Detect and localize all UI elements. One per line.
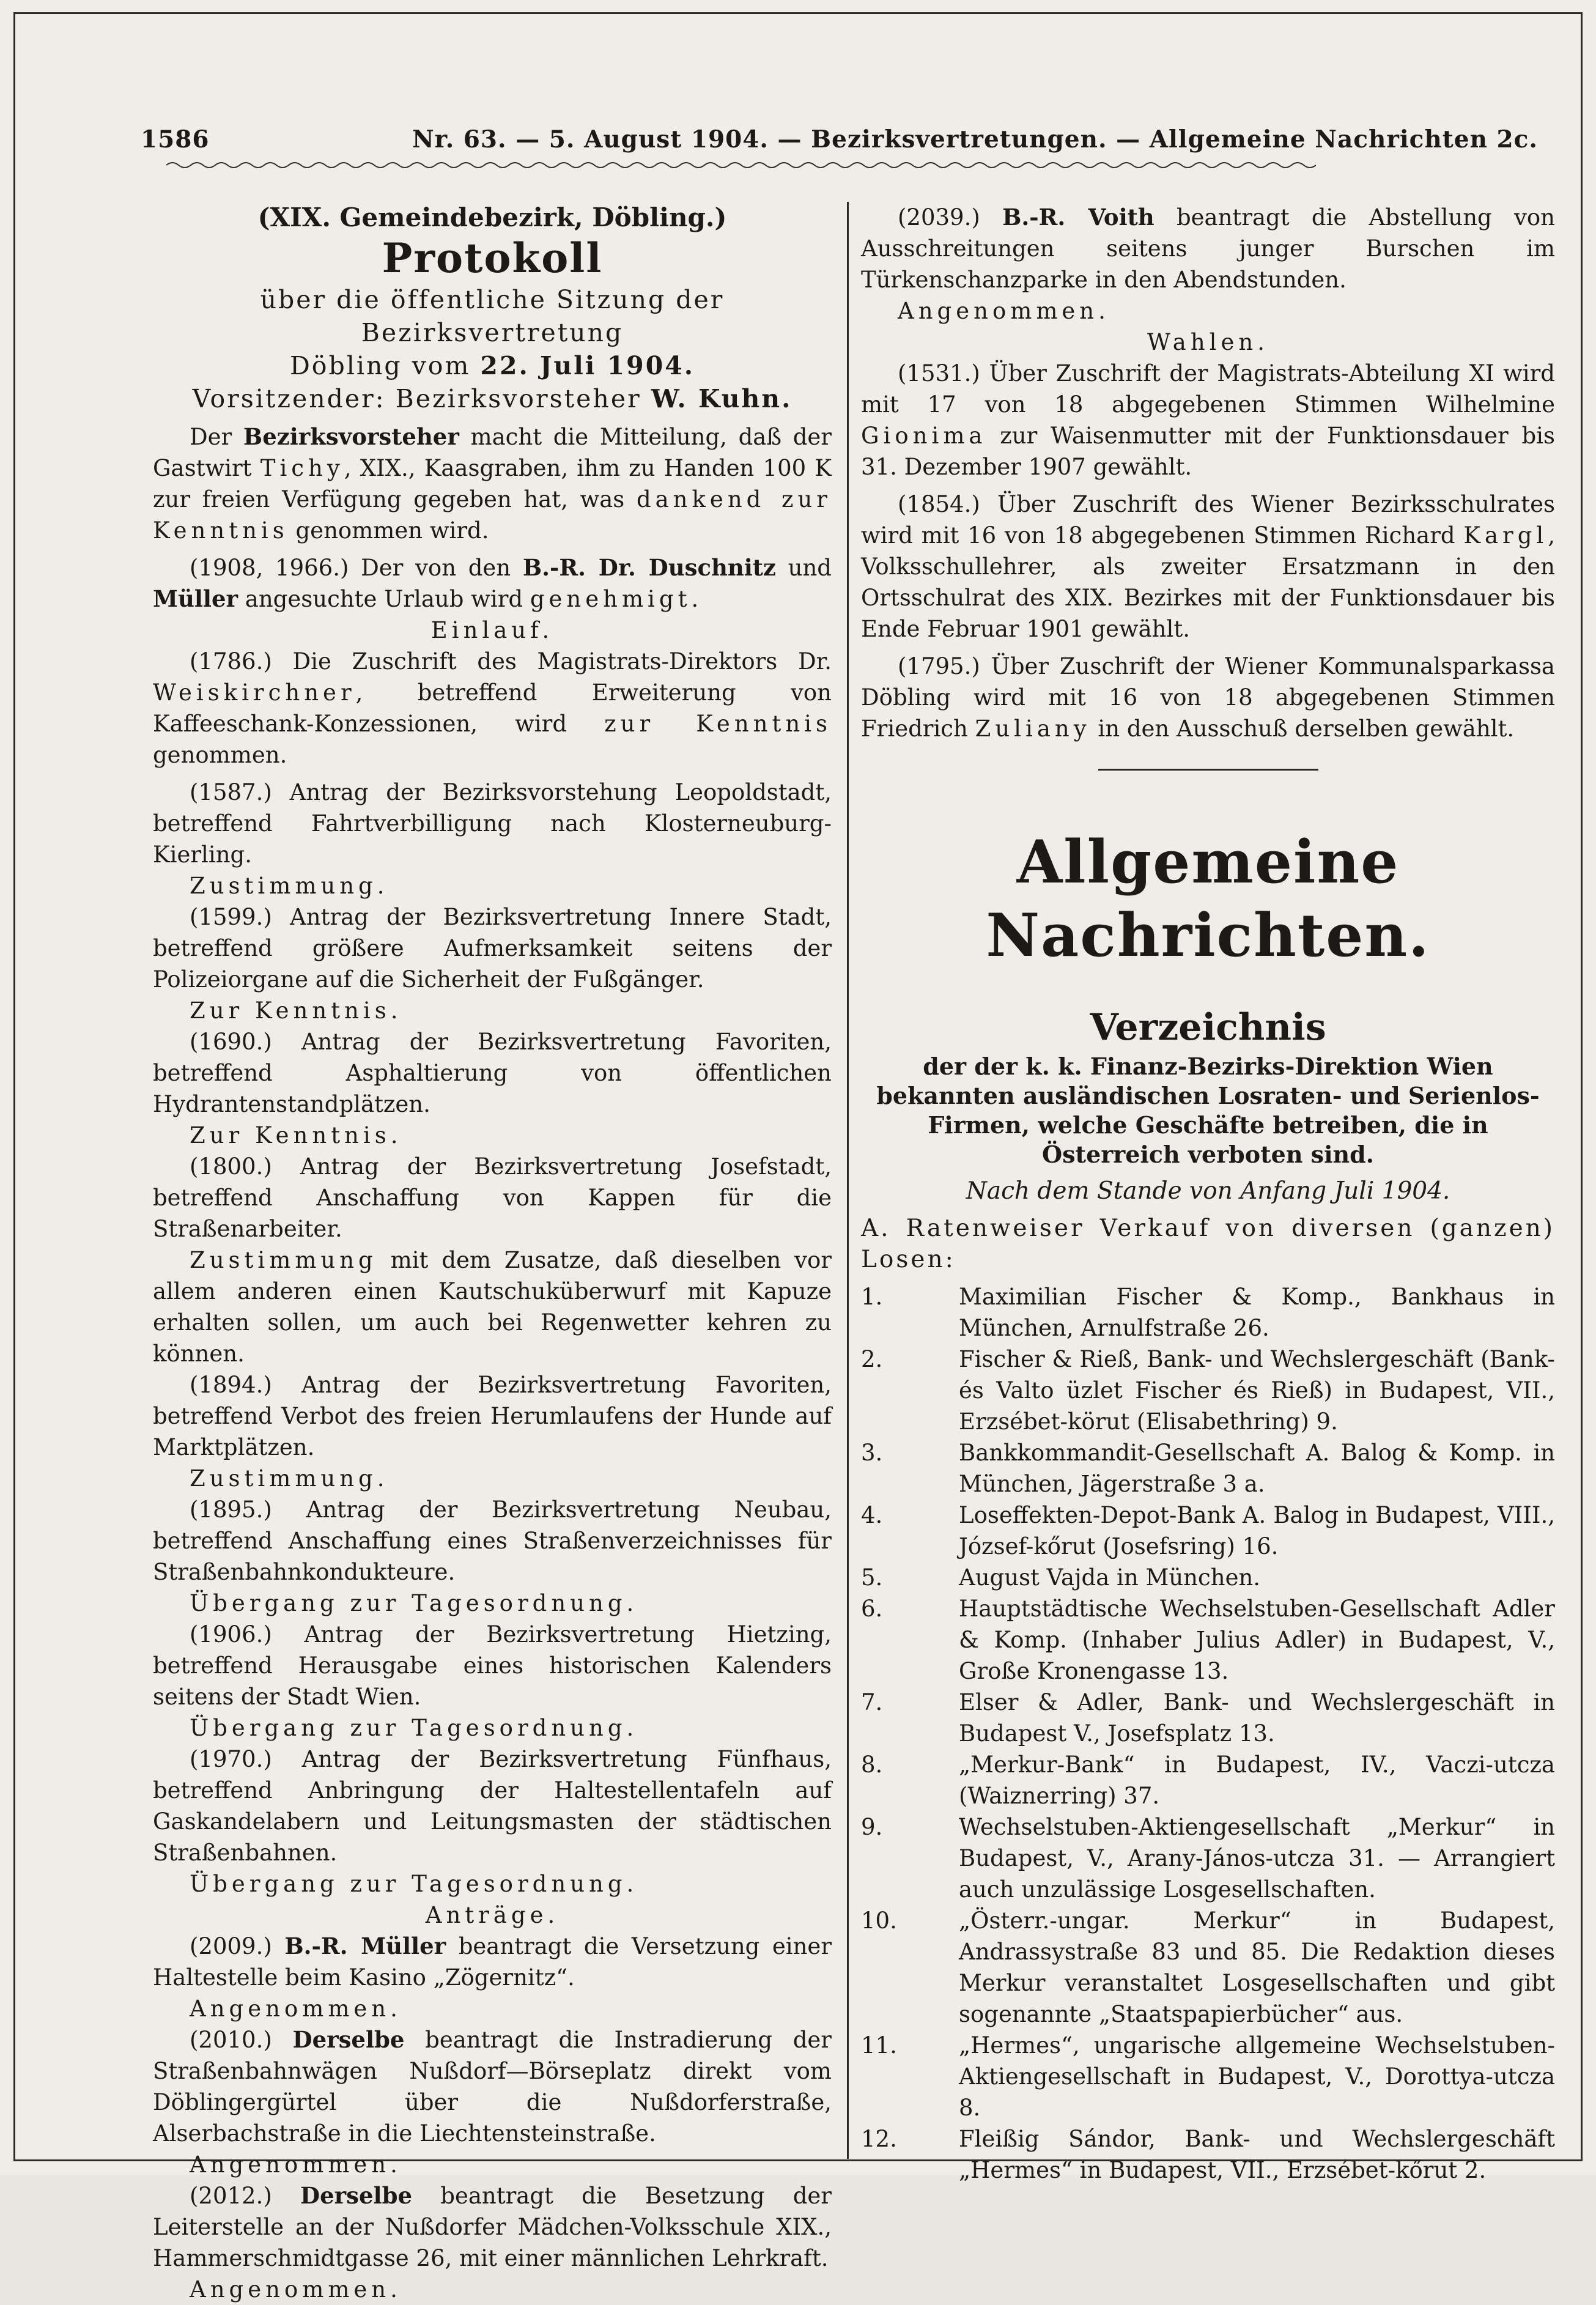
item-text: „Österr.-ungar. Merkur“ in Budapest, Andrassystraße 83 und 85. Die Redaktion dieses Merkur veranstaltet Losgesellschaften und gibt sogenannte „Staatspapierbücher“ aus. bbox=[959, 1907, 1555, 2027]
paragraph-1854 bbox=[861, 489, 1555, 645]
text-run: genommen. bbox=[153, 742, 287, 768]
text-run: angesuchte Urlaub wird bbox=[245, 586, 523, 612]
text-run: , betreffend Erweiterung von Kaffeeschank-Konzessionen, wird bbox=[153, 679, 832, 737]
item-number: 11. bbox=[861, 2032, 897, 2059]
paragraph-1599: (1599.) Antrag der Bezirksvertretung Innere Stadt, betreffend größere Aufmerksamkeit seitens der Polizeiorgane auf die Sicherheit der Fußgänger. bbox=[153, 904, 832, 993]
paragraph-1894: (1894.) Antrag der Bezirksvertretung Favoriten, betreffend Verbot des freien Herumlaufens der Hunde auf Marktplätzen. bbox=[153, 1372, 832, 1460]
text-run: (1531.) Über Zuschrift der Magistrats-Abteilung XI wird mit 17 von 18 abgegebenen Stimmen Wilhelmine bbox=[861, 360, 1555, 418]
intro-line-1: über die öffentliche Sitzung der Bezirksvertretung bbox=[260, 285, 725, 347]
text-run-spaced: zur Kenntnis bbox=[604, 711, 832, 737]
item-number: 9. bbox=[861, 1814, 883, 1840]
column-divider bbox=[847, 202, 849, 2159]
person-name: Zuliany bbox=[975, 716, 1091, 742]
paragraph-1800: (1800.) Antrag der Bezirksvertretung Josefstadt, betreffend Anschaffung von Kappen für die Straßenarbeiter. bbox=[153, 1153, 832, 1242]
text-run: zur Waisenmutter mit der Funktionsdauer bis 31. Dezember 1907 gewählt. bbox=[861, 423, 1555, 480]
text-run-bold: B.-R. Müller bbox=[284, 1933, 446, 1959]
text-run: Der bbox=[190, 424, 232, 450]
text-run: (2009.) bbox=[190, 1933, 272, 1959]
firm-list bbox=[861, 1281, 1555, 2186]
resolution-1690: Zur Kenntnis. bbox=[190, 1122, 402, 1149]
paragraph-2010 bbox=[153, 2024, 832, 2149]
text-run-bold: B.-R. Voith bbox=[1002, 204, 1155, 231]
resolution-1895: Übergang zur Tagesordnung. bbox=[190, 1590, 638, 1616]
text-run-spaced: dankend zur Kenntnis bbox=[153, 486, 832, 544]
item-text: Elser & Adler, Bank- und Wechslergeschäft in Budapest V., Josefsplatz 13. bbox=[959, 1689, 1555, 1747]
text-run-spaced: Zustimmung bbox=[190, 1247, 377, 1273]
list-item bbox=[861, 1344, 1555, 1437]
chair-name: W. Kuhn. bbox=[651, 384, 792, 413]
paragraph-1906: (1906.) Antrag der Bezirksvertretung Hietzing, betreffend Herausgabe eines historischen Kalenders seitens der Stadt Wien. bbox=[153, 1621, 832, 1710]
text-run: (2012.) bbox=[190, 2183, 272, 2209]
intro-line-2 bbox=[153, 349, 832, 382]
paragraph-1531 bbox=[861, 358, 1555, 483]
paragraph-urlaub bbox=[153, 552, 832, 615]
text-run: (2039.) bbox=[898, 204, 980, 231]
text-run: macht die Mitteilung, daß der Gastwirt bbox=[153, 424, 832, 481]
resolution-2012: Angenommen. bbox=[190, 2276, 402, 2303]
running-title: Nr. 63. — 5. August 1904. — Bezirksvertretungen. — Allgemeine Nachrichten 2c. bbox=[412, 125, 1539, 154]
text-run: und bbox=[788, 555, 832, 581]
text-run: , Volksschullehrer, als zweiter Ersatzmann in den Ortsschulrat des XIX. Bezirkes mit der Funktionsdauer bis Ende Februar 1901 gewählt. bbox=[861, 522, 1556, 642]
text-run: (1854.) Über Zuschrift des Wiener Bezirksschulrates wird mit 16 von 18 abgegebenen Stimmen Richard bbox=[861, 491, 1555, 549]
list-item bbox=[861, 1811, 1555, 1905]
item-text: August Vajda in München. bbox=[959, 1564, 1261, 1591]
text-run-bold: Bezirksvorsteher bbox=[243, 423, 459, 450]
resolution-1800 bbox=[153, 1245, 832, 1369]
paragraph-2009 bbox=[153, 1931, 832, 1993]
chair-prefix: Vorsitzender: Bezirksvorsteher bbox=[192, 384, 641, 413]
resolution-1894: Zustimmung. bbox=[190, 1465, 389, 1492]
text-run: (1908, 1966.) Der von den bbox=[190, 555, 511, 581]
item-number: 7. bbox=[861, 1689, 883, 1715]
resolution-2039: Angenommen. bbox=[898, 298, 1110, 324]
item-text: Bankkommandit-Gesellschaft A. Balog & Komp. in München, Jägerstraße 3 a. bbox=[959, 1440, 1555, 1497]
verzeichnis-title: Verzeichnis bbox=[1090, 1006, 1326, 1049]
text-run: beantragt die Instradierung der Straßenbahnwägen Nußdorf—Börseplatz direkt vom Döblingergürtel über die Nußdorferstraße, Alserbachstraße in die Liechtensteinstraße. bbox=[153, 2027, 832, 2147]
list-item bbox=[861, 1562, 1555, 1593]
item-text: Hauptstädtische Wechselstuben-Gesellschaft Adler & Komp. (Inhaber Julius Adler) in Budapest, V., Große Kronengasse 13. bbox=[959, 1596, 1555, 1684]
verzeichnis-subtitle: der der k. k. Finanz-Bezirks-Direktion Wien bekannten ausländischen Losraten- und Serienlos-Firmen, welche Geschäfte betreiben, die in Österreich verboten sind. bbox=[876, 1053, 1540, 1168]
list-item bbox=[861, 1437, 1555, 1500]
item-number: 3. bbox=[861, 1440, 883, 1466]
item-number: 6. bbox=[861, 1596, 883, 1622]
text-run: (2010.) bbox=[190, 2027, 272, 2053]
paragraph-2012 bbox=[153, 2180, 832, 2274]
resolution-1599: Zur Kenntnis. bbox=[190, 997, 402, 1024]
list-item bbox=[861, 2030, 1555, 2123]
paragraph-1690: (1690.) Antrag der Bezirksvertretung Favoriten, betreffend Asphaltierung von öffentlichen Hydrantenstandplätzen. bbox=[153, 1029, 832, 1117]
list-item bbox=[861, 1593, 1555, 1687]
district-heading: (XIX. Gemeindebezirk, Döbling.) bbox=[257, 202, 727, 232]
text-run: beantragt die Abstellung von Ausschreitungen seitens junger Burschen im Türkenschanzparke in den Abendstunden. bbox=[861, 204, 1555, 293]
item-text: Fischer & Rieß, Bank- und Wechslergeschäft (Bank- és Valto üzlet Fischer és Rieß) in Budapest, VII., Erzsébet-körut (Elisabethring) 9. bbox=[959, 1346, 1555, 1435]
text-run: (1786.) Die Zuschrift des Magistrats-Direktors Dr. bbox=[190, 648, 832, 675]
paragraph-1895: (1895.) Antrag der Bezirksvertretung Neubau, betreffend Anschaffung eines Straßenverzeichnisses für Straßenbahnkondukteure. bbox=[153, 1497, 832, 1585]
text-run: beantragt die Besetzung der Leiterstelle an der Nußdorfer Mädchen-Volksschule XIX., Hammerschmidtgasse 26, mit einer männlichen Lehrkraft. bbox=[153, 2183, 832, 2271]
item-number: 5. bbox=[861, 1564, 883, 1591]
page-number: 1586 bbox=[141, 125, 210, 154]
person-name: Tichy bbox=[260, 455, 344, 481]
einlauf-heading: Einlauf. bbox=[430, 617, 554, 643]
page-header bbox=[141, 125, 1539, 156]
item-number: 2. bbox=[861, 1346, 883, 1372]
item-text: Wechselstuben-Aktiengesellschaft „Merkur“ in Budapest, V., Arany-János-utcza 31. — Arrangiert auch unzulässige Losgesellschaften. bbox=[959, 1814, 1555, 1903]
resolution-1970: Übergang zur Tagesordnung. bbox=[190, 1871, 638, 1897]
wahlen-heading: Wahlen. bbox=[1147, 329, 1269, 355]
text-run: beantragt die Versetzung einer Haltestelle beim Kasino „Zögernitz“. bbox=[153, 1933, 832, 1991]
item-text: „Merkur-Bank“ in Budapest, IV., Vaczi-utcza (Waiznerring) 37. bbox=[959, 1752, 1555, 1809]
text-run-bold: Derselbe bbox=[292, 2026, 405, 2053]
resolution-1906: Übergang zur Tagesordnung. bbox=[190, 1715, 638, 1741]
paragraph-vorsteher bbox=[153, 421, 832, 546]
person-name: Gionima bbox=[861, 423, 987, 449]
news-title: Allgemeine Nachrichten. bbox=[986, 827, 1430, 970]
person-name: Weiskirchner bbox=[153, 679, 356, 706]
paragraph-2039 bbox=[861, 202, 1555, 295]
list-item bbox=[861, 1687, 1555, 1749]
item-number: 4. bbox=[861, 1502, 883, 1528]
item-number: 12. bbox=[861, 2126, 897, 2152]
resolution-1587: Zustimmung. bbox=[190, 873, 389, 899]
antraege-heading: Anträge. bbox=[425, 1902, 560, 1928]
text-run: genommen wird. bbox=[295, 517, 489, 544]
intro-prefix: Döbling vom bbox=[289, 351, 471, 380]
item-text: „Hermes“, ungarische allgemeine Wechselstuben-Aktiengesellschaft in Budapest, V., Dorottya-utcza 8. bbox=[959, 2032, 1555, 2121]
section-a-heading: A. Ratenweiser Verkauf von diversen (ganzen) Losen: bbox=[861, 1215, 1555, 1273]
left-column bbox=[153, 202, 832, 2305]
text-run-bold: Derselbe bbox=[300, 2182, 413, 2209]
item-number: 1. bbox=[861, 1284, 883, 1310]
section-divider bbox=[1098, 769, 1318, 771]
text-run: , XIX., Kaasgraben, ihm zu Handen 100 K zur freien Verfügung gegeben hat, was bbox=[153, 455, 832, 512]
protokoll-title: Protokoll bbox=[382, 234, 603, 282]
item-number: 10. bbox=[861, 1907, 897, 1934]
item-number: 8. bbox=[861, 1752, 883, 1778]
text-run-bold: B.-R. Dr. Duschnitz bbox=[522, 554, 776, 581]
text-run: in den Ausschuß derselben gewählt. bbox=[1098, 716, 1515, 742]
paragraph-1786 bbox=[153, 646, 832, 771]
list-item bbox=[861, 1749, 1555, 1811]
text-run-bold: Müller bbox=[153, 585, 238, 612]
text-run: (1795.) Über Zuschrift der Wiener Kommunalsparkassa Döbling wird mit 16 von 18 abgegebenen Stimmen Friedrich bbox=[861, 653, 1555, 742]
item-text: Fleißig Sándor, Bank- und Wechslergeschäft „Hermes“ in Budapest, VII., Erzsébet-kőrut 2. bbox=[959, 2126, 1555, 2183]
person-name: Kargl bbox=[1463, 522, 1548, 549]
list-item bbox=[861, 1905, 1555, 2030]
stand-note: Nach dem Stande von Anfang Juli 1904. bbox=[966, 1177, 1450, 1205]
chair-line bbox=[153, 382, 832, 415]
paragraph-1970: (1970.) Antrag der Bezirksvertretung Fünfhaus, betreffend Anbringung der Haltestellentafeln auf Gaskandelabern und Leitungsmasten der städtischen Straßenbahnen. bbox=[153, 1746, 832, 1866]
paragraph-1587: (1587.) Antrag der Bezirksvorstehung Leopoldstadt, betreffend Fahrtverbilligung nach Klosterneuburg-Kierling. bbox=[153, 779, 832, 868]
paragraph-1795 bbox=[861, 651, 1555, 744]
list-item bbox=[861, 2123, 1555, 2186]
list-item bbox=[861, 1281, 1555, 1344]
text-run-spaced: genehmigt. bbox=[530, 586, 703, 612]
text-run: mit dem Zusatze, daß dieselben vor allem anderen einen Kautschuküberwurf mit Kapuze erhalten sollen, um auch bei Regenwetter kehren zu können. bbox=[153, 1247, 832, 1367]
header-wavy-rule bbox=[166, 160, 1316, 170]
item-text: Maximilian Fischer & Komp., Bankhaus in München, Arnulfstraße 26. bbox=[959, 1284, 1555, 1341]
list-item bbox=[861, 1500, 1555, 1562]
item-text: Loseffekten-Depot-Bank A. Balog in Budapest, VIII., József-kőrut (Josefsring) 16. bbox=[959, 1502, 1555, 1559]
session-date: 22. Juli 1904. bbox=[480, 351, 695, 380]
resolution-2009: Angenommen. bbox=[190, 1996, 402, 2022]
resolution-2010: Angenommen. bbox=[190, 2151, 402, 2178]
right-column bbox=[861, 202, 1555, 2186]
